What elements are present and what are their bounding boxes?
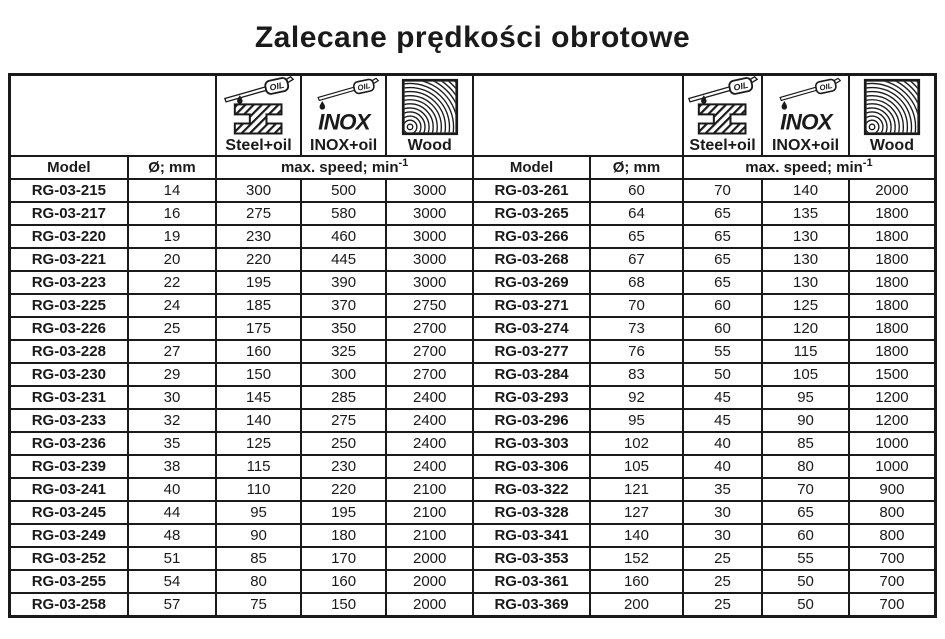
left-inox-oil-cell: 350: [301, 317, 387, 340]
left-diameter-cell: 38: [128, 455, 217, 478]
right-diameter-cell: 60: [590, 179, 683, 202]
wood-header-cell: [849, 75, 936, 157]
right-model-cell: RG-03-303: [473, 432, 590, 455]
steel-oil-header-cell: [683, 75, 762, 157]
left-steel-oil-cell: 125: [216, 432, 301, 455]
right-inox-oil-cell: 130: [762, 271, 849, 294]
right-inox-oil-cell: 95: [762, 386, 849, 409]
left-diameter-cell: 24: [128, 294, 217, 317]
table-body: [10, 179, 936, 617]
right-steel-oil-cell: 45: [683, 386, 762, 409]
right-diameter-cell: 64: [590, 202, 683, 225]
max-speed-exponent: -1: [862, 157, 873, 169]
right-wood-cell: 1800: [849, 225, 936, 248]
right-steel-oil-cell: 70: [683, 179, 762, 202]
right-inox-oil-cell: 130: [762, 225, 849, 248]
right-diameter-cell: 102: [590, 432, 683, 455]
left-steel-oil-cell: 85: [216, 547, 301, 570]
left-diameter-cell: 25: [128, 317, 217, 340]
right-model-cell: RG-03-293: [473, 386, 590, 409]
right-wood-cell: 800: [849, 524, 936, 547]
right-model-cell: RG-03-353: [473, 547, 590, 570]
steel-oil-label: Steel+oil: [689, 137, 756, 154]
right-inox-oil-cell: 135: [762, 202, 849, 225]
right-steel-oil-cell: 40: [683, 455, 762, 478]
left-diameter-cell: 35: [128, 432, 217, 455]
left-diameter-cell: 48: [128, 524, 217, 547]
right-diameter-cell: 152: [590, 547, 683, 570]
left-diameter-cell: 20: [128, 248, 217, 271]
right-steel-oil-cell: 30: [683, 524, 762, 547]
left-wood-cell: 2400: [386, 409, 473, 432]
right-inox-oil-cell: 60: [762, 524, 849, 547]
wood-header-cell: [386, 75, 473, 157]
inox-oil-header-cell: [762, 75, 849, 157]
empty-corner-cell-left: [10, 75, 217, 157]
left-steel-oil-cell: 95: [216, 501, 301, 524]
max-speed-exponent: -1: [398, 157, 409, 169]
table-row: [10, 524, 936, 547]
right-inox-oil-cell: 85: [762, 432, 849, 455]
right-diameter-cell: 160: [590, 570, 683, 593]
right-inox-oil-cell: 120: [762, 317, 849, 340]
right-steel-oil-cell: 65: [683, 202, 762, 225]
right-model-cell: RG-03-268: [473, 248, 590, 271]
right-inox-oil-cell: 80: [762, 455, 849, 478]
steel-oil-icon: [221, 76, 297, 136]
right-model-cell: RG-03-271: [473, 294, 590, 317]
left-model-cell: RG-03-245: [10, 501, 128, 524]
right-model-cell: RG-03-277: [473, 340, 590, 363]
right-diameter-cell: 73: [590, 317, 683, 340]
left-wood-cell: 3000: [386, 202, 473, 225]
left-inox-oil-cell: 500: [301, 179, 387, 202]
right-wood-cell: 2000: [849, 179, 936, 202]
right-steel-oil-cell: 45: [683, 409, 762, 432]
right-model-cell: RG-03-296: [473, 409, 590, 432]
left-wood-cell: 3000: [386, 225, 473, 248]
table-row: [10, 202, 936, 225]
left-inox-oil-cell: 170: [301, 547, 387, 570]
right-model-cell: RG-03-361: [473, 570, 590, 593]
right-inox-oil-cell: 55: [762, 547, 849, 570]
max-speed-text: max. speed; min: [280, 159, 399, 176]
left-inox-oil-cell: 370: [301, 294, 387, 317]
wood-grain-icon: [863, 78, 921, 136]
left-steel-oil-cell: 140: [216, 409, 301, 432]
table-row: [10, 478, 936, 501]
left-model-cell: RG-03-255: [10, 570, 128, 593]
left-inox-oil-cell: 445: [301, 248, 387, 271]
left-steel-oil-cell: 175: [216, 317, 301, 340]
left-steel-oil-cell: 115: [216, 455, 301, 478]
speed-table: [8, 73, 937, 618]
diameter-column-header: Ø; mm: [590, 156, 683, 179]
right-model-cell: RG-03-261: [473, 179, 590, 202]
table-row: [10, 340, 936, 363]
left-model-cell: RG-03-220: [10, 225, 128, 248]
right-diameter-cell: 200: [590, 593, 683, 617]
left-model-cell: RG-03-225: [10, 294, 128, 317]
left-model-cell: RG-03-215: [10, 179, 128, 202]
left-model-cell: RG-03-226: [10, 317, 128, 340]
left-inox-oil-cell: 180: [301, 524, 387, 547]
right-diameter-cell: 68: [590, 271, 683, 294]
left-wood-cell: 2000: [386, 547, 473, 570]
right-wood-cell: 1500: [849, 363, 936, 386]
left-inox-oil-cell: 150: [301, 593, 387, 617]
right-steel-oil-cell: 65: [683, 225, 762, 248]
left-wood-cell: 2400: [386, 386, 473, 409]
icon-header-row: [10, 75, 936, 157]
right-wood-cell: 900: [849, 478, 936, 501]
right-model-cell: RG-03-341: [473, 524, 590, 547]
right-wood-cell: 1200: [849, 409, 936, 432]
left-steel-oil-cell: 195: [216, 271, 301, 294]
left-inox-oil-cell: 390: [301, 271, 387, 294]
left-inox-oil-cell: 325: [301, 340, 387, 363]
left-diameter-cell: 27: [128, 340, 217, 363]
left-steel-oil-cell: 110: [216, 478, 301, 501]
right-inox-oil-cell: 90: [762, 409, 849, 432]
right-model-cell: RG-03-369: [473, 593, 590, 617]
table-row: [10, 271, 936, 294]
right-model-cell: RG-03-306: [473, 455, 590, 478]
left-wood-cell: 2100: [386, 524, 473, 547]
left-model-cell: RG-03-258: [10, 593, 128, 617]
left-steel-oil-cell: 145: [216, 386, 301, 409]
left-model-cell: RG-03-252: [10, 547, 128, 570]
left-diameter-cell: 40: [128, 478, 217, 501]
right-model-cell: RG-03-266: [473, 225, 590, 248]
inox-oil-label: INOX+oil: [771, 137, 840, 154]
left-inox-oil-cell: 285: [301, 386, 387, 409]
right-steel-oil-cell: 50: [683, 363, 762, 386]
right-inox-oil-cell: 50: [762, 570, 849, 593]
left-model-cell: RG-03-221: [10, 248, 128, 271]
page-title: Zalecane prędkości obrotowe: [254, 21, 691, 54]
left-inox-oil-cell: 275: [301, 409, 387, 432]
left-steel-oil-cell: 90: [216, 524, 301, 547]
inox-oil-icon: [306, 76, 382, 136]
right-inox-oil-cell: 70: [762, 478, 849, 501]
left-steel-oil-cell: 150: [216, 363, 301, 386]
table-row: [10, 294, 936, 317]
left-diameter-cell: 29: [128, 363, 217, 386]
right-inox-oil-cell: 115: [762, 340, 849, 363]
right-wood-cell: 1800: [849, 202, 936, 225]
left-wood-cell: 3000: [386, 271, 473, 294]
right-wood-cell: 1800: [849, 340, 936, 363]
steel-oil-icon: [685, 76, 761, 136]
right-steel-oil-cell: 60: [683, 317, 762, 340]
table-row: [10, 455, 936, 478]
left-wood-cell: 2100: [386, 501, 473, 524]
left-steel-oil-cell: 300: [216, 179, 301, 202]
left-wood-cell: 3000: [386, 248, 473, 271]
right-model-cell: RG-03-274: [473, 317, 590, 340]
right-steel-oil-cell: 60: [683, 294, 762, 317]
right-wood-cell: 800: [849, 501, 936, 524]
left-model-cell: RG-03-236: [10, 432, 128, 455]
left-wood-cell: 2400: [386, 455, 473, 478]
table-row: [10, 570, 936, 593]
model-column-header: Model: [10, 156, 128, 179]
left-model-cell: RG-03-231: [10, 386, 128, 409]
right-wood-cell: 700: [849, 547, 936, 570]
right-wood-cell: 1800: [849, 294, 936, 317]
right-diameter-cell: 140: [590, 524, 683, 547]
left-wood-cell: 2400: [386, 432, 473, 455]
table-row: [10, 225, 936, 248]
right-wood-cell: 700: [849, 570, 936, 593]
table-row: [10, 179, 936, 202]
left-wood-cell: 3000: [386, 179, 473, 202]
left-wood-cell: 2000: [386, 570, 473, 593]
right-wood-cell: 700: [849, 593, 936, 617]
table-row: [10, 248, 936, 271]
left-inox-oil-cell: 160: [301, 570, 387, 593]
left-wood-cell: 2700: [386, 340, 473, 363]
wood-label: Wood: [869, 137, 914, 154]
inox-oil-label: INOX+oil: [310, 137, 378, 154]
max-speed-column-header: [216, 156, 473, 179]
right-steel-oil-cell: 25: [683, 570, 762, 593]
right-wood-cell: 1000: [849, 455, 936, 478]
table-row: [10, 501, 936, 524]
right-inox-oil-cell: 65: [762, 501, 849, 524]
table-row: [10, 386, 936, 409]
right-steel-oil-cell: 65: [683, 248, 762, 271]
left-wood-cell: 2100: [386, 478, 473, 501]
left-inox-oil-cell: 580: [301, 202, 387, 225]
left-inox-oil-cell: 220: [301, 478, 387, 501]
right-wood-cell: 1800: [849, 271, 936, 294]
left-diameter-cell: 51: [128, 547, 217, 570]
right-diameter-cell: 92: [590, 386, 683, 409]
left-steel-oil-cell: 80: [216, 570, 301, 593]
right-inox-oil-cell: 140: [762, 179, 849, 202]
left-model-cell: RG-03-217: [10, 202, 128, 225]
left-steel-oil-cell: 275: [216, 202, 301, 225]
table-row: [10, 547, 936, 570]
left-model-cell: RG-03-239: [10, 455, 128, 478]
left-wood-cell: 2700: [386, 317, 473, 340]
left-model-cell: RG-03-223: [10, 271, 128, 294]
right-inox-oil-cell: 125: [762, 294, 849, 317]
left-inox-oil-cell: 195: [301, 501, 387, 524]
right-model-cell: RG-03-322: [473, 478, 590, 501]
wood-label: Wood: [407, 137, 452, 154]
left-wood-cell: 2000: [386, 593, 473, 617]
right-model-cell: RG-03-269: [473, 271, 590, 294]
max-speed-text: max. speed; min: [745, 159, 863, 176]
right-steel-oil-cell: 25: [683, 547, 762, 570]
table-row: [10, 317, 936, 340]
right-model-cell: RG-03-284: [473, 363, 590, 386]
empty-corner-cell-right: [473, 75, 683, 157]
inox-oil-header-cell: [301, 75, 387, 157]
right-inox-oil-cell: 130: [762, 248, 849, 271]
left-model-cell: RG-03-228: [10, 340, 128, 363]
inox-oil-icon: [768, 76, 844, 136]
right-inox-oil-cell: 50: [762, 593, 849, 617]
left-steel-oil-cell: 220: [216, 248, 301, 271]
table-row: [10, 363, 936, 386]
left-steel-oil-cell: 230: [216, 225, 301, 248]
table-row: [10, 593, 936, 617]
left-diameter-cell: 19: [128, 225, 217, 248]
right-model-cell: RG-03-328: [473, 501, 590, 524]
right-wood-cell: 1000: [849, 432, 936, 455]
right-steel-oil-cell: 40: [683, 432, 762, 455]
right-diameter-cell: 65: [590, 225, 683, 248]
right-diameter-cell: 105: [590, 455, 683, 478]
left-model-cell: RG-03-230: [10, 363, 128, 386]
left-diameter-cell: 54: [128, 570, 217, 593]
left-inox-oil-cell: 460: [301, 225, 387, 248]
max-speed-column-header: [683, 156, 936, 179]
right-diameter-cell: 121: [590, 478, 683, 501]
left-inox-oil-cell: 230: [301, 455, 387, 478]
left-wood-cell: 2750: [386, 294, 473, 317]
right-steel-oil-cell: 55: [683, 340, 762, 363]
wood-grain-icon: [401, 78, 459, 136]
left-model-cell: RG-03-233: [10, 409, 128, 432]
right-steel-oil-cell: 65: [683, 271, 762, 294]
left-model-cell: RG-03-241: [10, 478, 128, 501]
left-steel-oil-cell: 185: [216, 294, 301, 317]
left-diameter-cell: 44: [128, 501, 217, 524]
right-diameter-cell: 70: [590, 294, 683, 317]
right-steel-oil-cell: 25: [683, 593, 762, 617]
right-model-cell: RG-03-265: [473, 202, 590, 225]
model-column-header: Model: [473, 156, 590, 179]
column-header-row: [10, 156, 936, 179]
right-steel-oil-cell: 35: [683, 478, 762, 501]
table-row: [10, 409, 936, 432]
steel-oil-label: Steel+oil: [225, 137, 292, 154]
diameter-column-header: Ø; mm: [128, 156, 217, 179]
table-row: [10, 432, 936, 455]
left-diameter-cell: 30: [128, 386, 217, 409]
right-diameter-cell: 83: [590, 363, 683, 386]
left-diameter-cell: 22: [128, 271, 217, 294]
left-inox-oil-cell: 250: [301, 432, 387, 455]
right-steel-oil-cell: 30: [683, 501, 762, 524]
left-diameter-cell: 32: [128, 409, 217, 432]
left-diameter-cell: 16: [128, 202, 217, 225]
right-wood-cell: 1800: [849, 248, 936, 271]
left-wood-cell: 2700: [386, 363, 473, 386]
right-diameter-cell: 67: [590, 248, 683, 271]
left-steel-oil-cell: 75: [216, 593, 301, 617]
left-diameter-cell: 57: [128, 593, 217, 617]
left-model-cell: RG-03-249: [10, 524, 128, 547]
left-inox-oil-cell: 300: [301, 363, 387, 386]
right-inox-oil-cell: 105: [762, 363, 849, 386]
right-wood-cell: 1800: [849, 317, 936, 340]
steel-oil-header-cell: [216, 75, 301, 157]
right-wood-cell: 1200: [849, 386, 936, 409]
left-steel-oil-cell: 160: [216, 340, 301, 363]
left-diameter-cell: 14: [128, 179, 217, 202]
right-diameter-cell: 76: [590, 340, 683, 363]
right-diameter-cell: 127: [590, 501, 683, 524]
right-diameter-cell: 95: [590, 409, 683, 432]
